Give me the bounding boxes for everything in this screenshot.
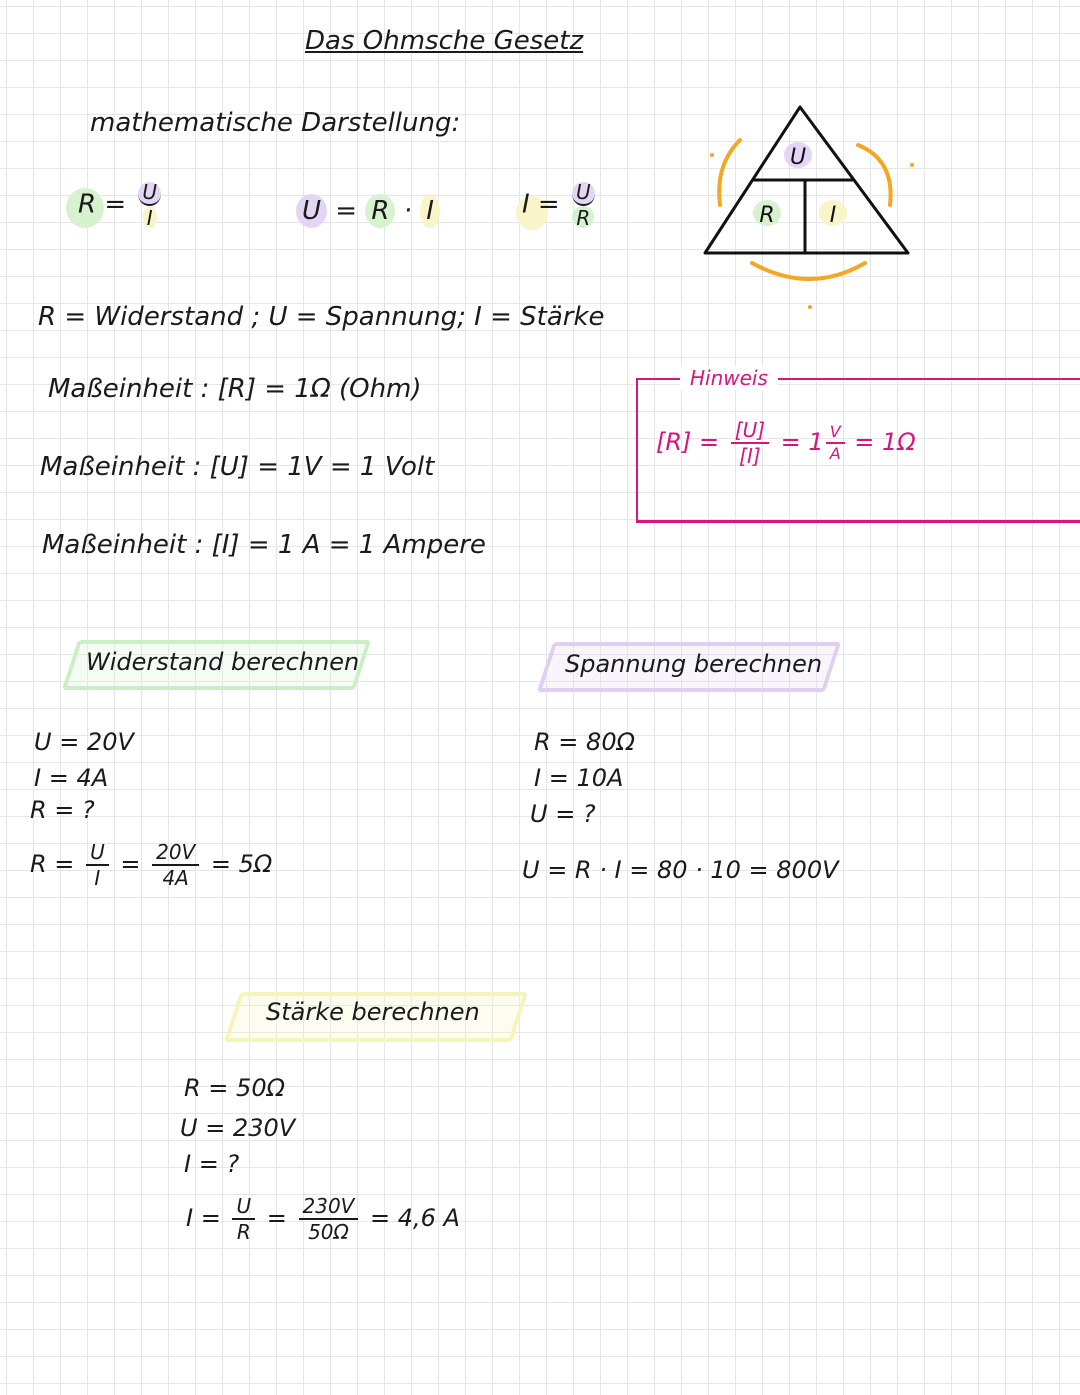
spannung-calculation: U = R · I = 80 · 10 = 800V <box>522 856 839 884</box>
formula-u-dot: · <box>395 196 421 226</box>
widerstand-given-i: I = 4A <box>34 764 109 792</box>
formula-u-i: I <box>420 194 440 228</box>
staerke-result: = 4,6 A <box>370 1204 460 1232</box>
triangle-top-label: U <box>789 145 807 170</box>
formula-i-fraction <box>572 182 595 228</box>
staerke-frac-2-num: 230V <box>299 1196 359 1220</box>
orange-dot-bottom <box>808 305 812 309</box>
formula-u-r: R <box>365 194 395 228</box>
orange-dot-right <box>910 163 914 167</box>
widerstand-frac-1 <box>86 842 109 888</box>
widerstand-calc-eq: = <box>120 850 141 878</box>
formula-u <box>296 196 440 226</box>
page-title: Das Ohmsche Gesetz <box>305 26 584 56</box>
legend-line: R = Widerstand ; U = Spannung; I = Stärke <box>38 302 605 332</box>
hinweis-formula <box>656 420 916 466</box>
formula-r <box>78 182 165 228</box>
unit-resistance: Maßeinheit : [R] = 1Ω (Ohm) <box>48 374 422 404</box>
staerke-frac-2 <box>299 1196 359 1242</box>
widerstand-given-r: R = ? <box>30 796 95 824</box>
hinweis-unit-fraction <box>826 424 845 462</box>
staerke-calc-lhs: I = <box>186 1204 221 1232</box>
hinweis-frac-num: [U] <box>731 420 769 444</box>
widerstand-calc-lhs: R = <box>30 850 75 878</box>
triangle-left-label: R <box>759 203 775 228</box>
widerstand-frac-2-den: 4A <box>162 866 189 890</box>
formula-i-lhs: I = <box>522 189 560 220</box>
staerke-calc-eq: = <box>266 1204 287 1232</box>
widerstand-frac-1-num: U <box>86 842 109 866</box>
hinweis-fraction <box>731 420 769 466</box>
spannung-given-i: I = 10A <box>534 764 624 792</box>
hinweis-mid: = 1 <box>780 428 824 456</box>
formula-u-u: U <box>296 194 327 228</box>
formula-r-den: I <box>143 206 157 228</box>
staerke-frac-2-den: 50Ω <box>308 1220 349 1244</box>
formula-r-fraction <box>138 182 161 228</box>
widerstand-frac-2-num: 20V <box>152 842 199 866</box>
staerke-given-i: I = ? <box>184 1150 240 1178</box>
staerke-heading: Stärke berechnen <box>266 998 480 1026</box>
math-heading: mathematische Darstellung: <box>90 108 461 138</box>
unit-voltage: Maßeinheit : [U] = 1V = 1 Volt <box>40 452 435 482</box>
staerke-frac-1 <box>232 1196 255 1242</box>
staerke-frac-1-num: U <box>232 1196 255 1220</box>
widerstand-result: = 5Ω <box>210 850 273 878</box>
orange-arrow-left <box>719 140 740 205</box>
spannung-given-r: R = 80Ω <box>534 728 635 756</box>
formula-i <box>522 182 599 228</box>
orange-dot-left <box>710 153 714 157</box>
staerke-calculation <box>186 1196 460 1242</box>
staerke-given-u: U = 230V <box>180 1114 296 1142</box>
formula-r-num: U <box>138 182 161 206</box>
widerstand-frac-2 <box>152 842 199 888</box>
hinweis-rhs: = 1Ω <box>854 428 916 456</box>
widerstand-calculation <box>30 842 272 888</box>
widerstand-frac-1-den: I <box>94 866 101 890</box>
spannung-heading: Spannung berechnen <box>565 650 823 678</box>
staerke-given-r: R = 50Ω <box>184 1074 285 1102</box>
formula-i-den: R <box>572 206 594 228</box>
hinweis-lhs: [R] = <box>656 428 720 456</box>
spannung-given-u: U = ? <box>530 800 596 828</box>
widerstand-given-u: U = 20V <box>34 728 134 756</box>
formula-i-num: U <box>572 182 595 206</box>
formula-r-lhs: R = <box>78 189 127 220</box>
orange-arrow-right <box>858 145 891 205</box>
unit-current: Maßeinheit : [I] = 1 A = 1 Ampere <box>42 530 486 560</box>
hinweis-frac-den: [I] <box>739 444 761 468</box>
staerke-frac-1-den: R <box>236 1220 251 1244</box>
hinweis-unit-den: A <box>829 444 841 463</box>
ohm-triangle-diagram <box>690 95 930 310</box>
formula-u-eq: = <box>327 196 366 226</box>
triangle-right-label: I <box>829 203 837 228</box>
widerstand-heading: Widerstand berechnen <box>86 648 360 676</box>
orange-arrow-bottom <box>752 263 865 279</box>
hinweis-unit-num: V <box>826 424 845 444</box>
hinweis-label: Hinweis <box>680 366 778 390</box>
